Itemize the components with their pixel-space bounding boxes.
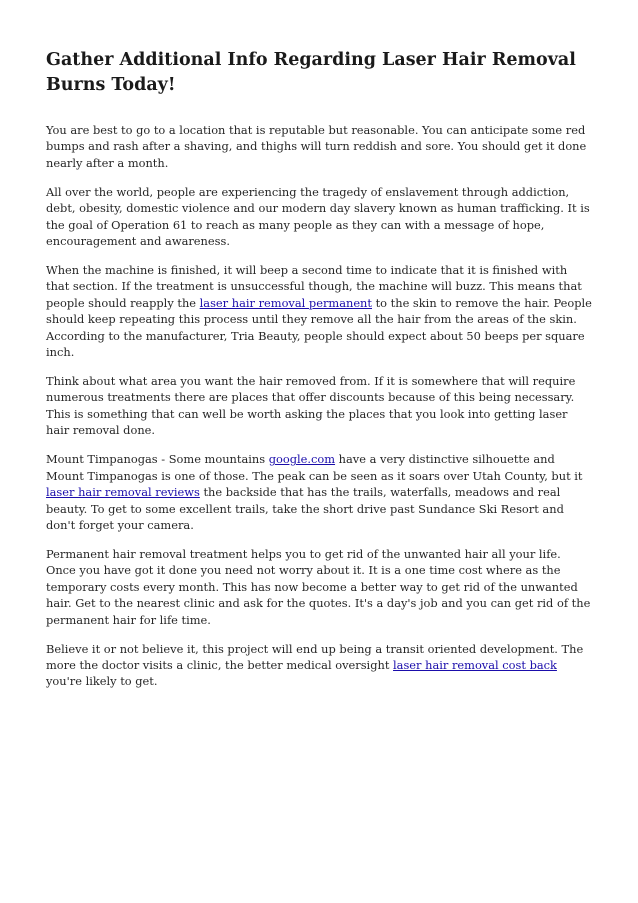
paragraph-3 <box>46 262 594 360</box>
paragraph-2: All over the world, people are experiencing the tragedy of enslavement through addiction, debt, obesity, domestic violence and our modern day slavery known as human trafficking. It is the goal of Operation 61 to reach as many people as they can with a message of hope, encouragement and awareness. <box>46 184 590 249</box>
paragraph-5 <box>46 451 594 533</box>
paragraph-3-text-after: to the skin to remove the hair. People should keep repeating this process until they remove all the hair from the areas of the skin. According to the manufacturer, Tria Beauty, people should expect about 50 beeps per square inch. <box>46 295 592 360</box>
page-title: Gather Additional Info Regarding Laser Hair Removal Burns Today! <box>46 50 576 95</box>
paragraph-5-text-middle: have a very distinctive silhouette and Mount Timpanogas is one of those. The peak can be seen as it soars over Utah County, but it <box>46 452 583 483</box>
laser-hair-removal-permanent-link[interactable]: laser hair removal permanent <box>199 295 372 310</box>
paragraph-6: Permanent hair removal treatment helps you to get rid of the unwanted hair all your life. Once you have got it done you need not worry about it. It is a one time cost where as the temporary costs every month. This has now become a better way to get rid of the unwanted hair. Get to the nearest clinic and ask for the quotes. It's a day's job and you can get rid of the permanent hair for life time. <box>46 546 591 627</box>
paragraph-4: Think about what area you want the hair removed from. If it is somewhere that will require numerous treatments there are places that offer discounts because of this being necessary. This is something that can well be worth asking the places that you look into getting laser hair removal done. <box>46 374 576 438</box>
paragraph-3-text-before: When the machine is finished, it will beep a second time to indicate that it is finished with that section. If the treatment is unsuccessful though, the machine will buzz. This means that people should reapply the <box>46 263 582 310</box>
paragraph-7 <box>46 641 594 690</box>
paragraph-7-text-before: Believe it or not believe it, this project will end up being a transit oriented development. The more the doctor visits a clinic, the better medical oversight <box>46 641 584 672</box>
paragraph-1: You are best to go to a location that is reputable but reasonable. You can anticipate some red bumps and rash after a shaving, and thighs will turn reddish and sore. You should get it done nearly after a month. <box>46 123 587 170</box>
paragraph-5-text-before: Mount Timpanogas - Some mountains <box>46 452 269 467</box>
paragraph-7-text-after: you're likely to get. <box>46 674 158 689</box>
document-page <box>46 48 594 702</box>
paragraph-5-text-after: the backside that has the trails, waterfalls, meadows and real beauty. To get to some excellent trails, take the short drive past Sundance Ski Resort and don't forget your camera. <box>46 485 564 532</box>
google-link[interactable]: google.com <box>268 452 336 467</box>
laser-hair-removal-reviews-link[interactable]: laser hair removal reviews <box>46 485 200 500</box>
laser-hair-removal-cost-back-link[interactable]: laser hair removal cost back <box>393 657 557 672</box>
